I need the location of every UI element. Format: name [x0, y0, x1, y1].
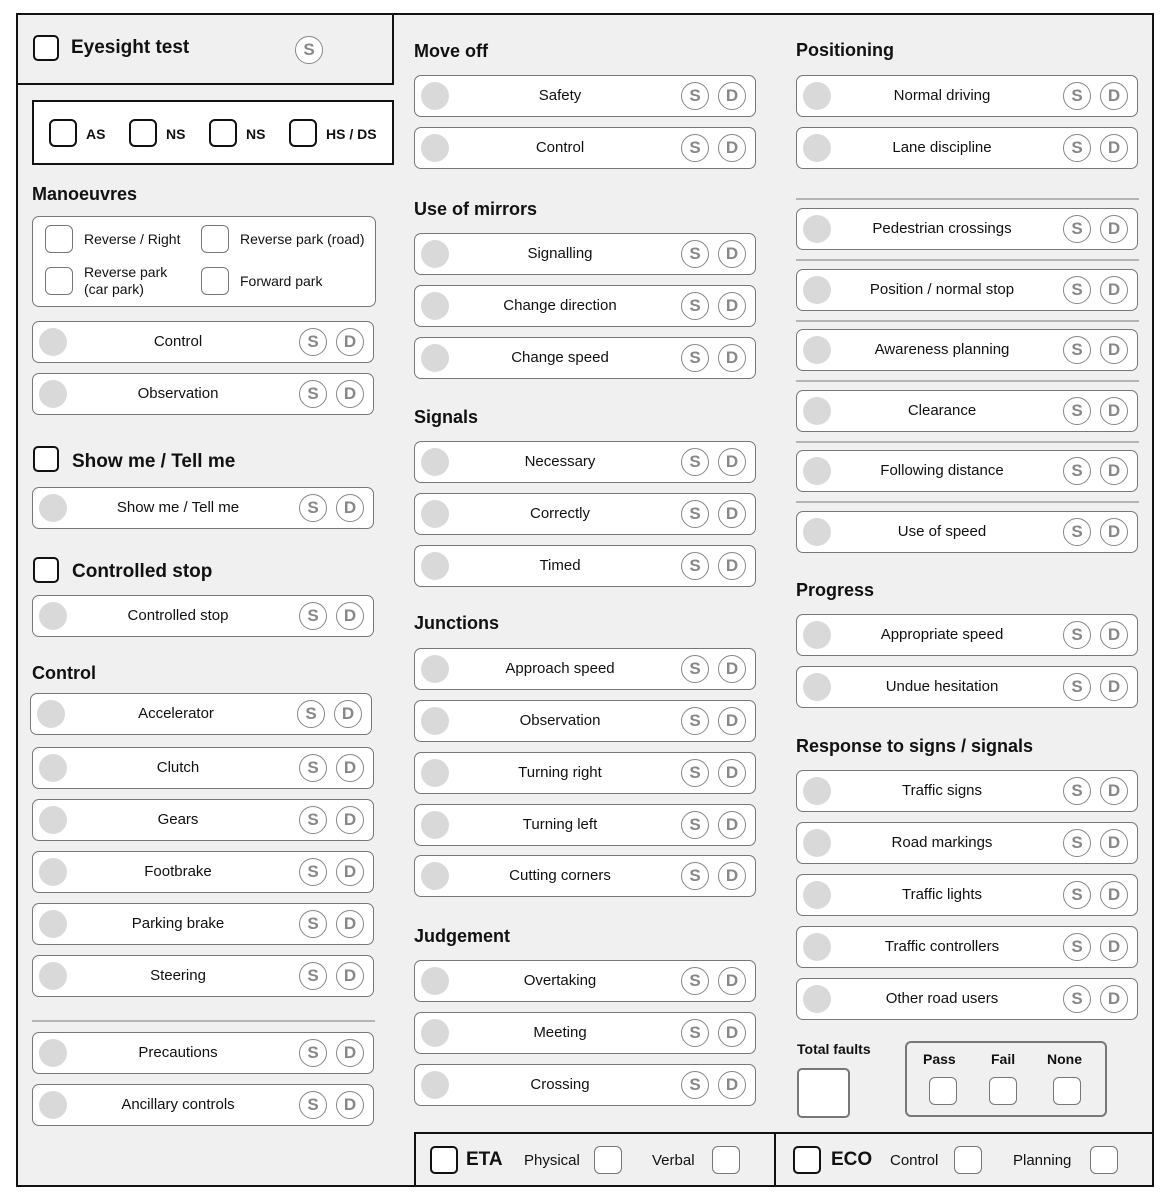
fault-row-label: Road markings	[891, 834, 993, 851]
controlled-stop-checkbox[interactable]	[33, 557, 59, 583]
dangerous-fault-marker[interactable]: D	[1100, 518, 1128, 546]
serious-fault-marker[interactable]: S	[297, 700, 325, 728]
dangerous-fault-marker[interactable]: D	[336, 380, 364, 408]
driving-fault-tally[interactable]	[803, 457, 831, 485]
dangerous-fault-marker[interactable]: D	[1100, 276, 1128, 304]
serious-fault-marker[interactable]: S	[299, 1091, 327, 1119]
fault-row-label: Safety	[538, 87, 582, 104]
fault-row-response-other-road-users	[796, 978, 1138, 1020]
dangerous-fault-marker[interactable]: D	[718, 552, 746, 580]
eyesight-serious-marker[interactable]: S	[295, 36, 323, 64]
fault-row-label: Ancillary controls	[121, 1096, 235, 1113]
dangerous-fault-marker[interactable]: D	[334, 700, 362, 728]
driving-fault-tally[interactable]	[421, 811, 449, 839]
fault-row-label: Observation	[519, 712, 601, 729]
positioning-heading: Positioning	[796, 40, 894, 60]
dangerous-fault-marker[interactable]: D	[336, 328, 364, 356]
serious-fault-marker[interactable]: S	[681, 552, 709, 580]
manoeuvre-label-reverse-right: Reverse / Right	[84, 231, 181, 247]
eco-label: ECO	[831, 1149, 873, 1170]
driving-fault-tally[interactable]	[39, 380, 67, 408]
dangerous-fault-marker[interactable]: D	[718, 967, 746, 995]
driving-fault-tally[interactable]	[421, 448, 449, 476]
serious-fault-marker[interactable]: S	[1063, 397, 1091, 425]
fault-row-label: Precautions	[138, 1044, 218, 1061]
dangerous-fault-marker[interactable]: D	[718, 134, 746, 162]
dangerous-fault-marker[interactable]: D	[1100, 336, 1128, 364]
eco-control-label: Control	[890, 1152, 939, 1169]
fault-row-label: Clutch	[156, 759, 200, 776]
fault-row-label: Cutting corners	[509, 867, 611, 884]
serious-fault-marker[interactable]: S	[1063, 777, 1091, 805]
fault-row-progress-undue-hesitation	[796, 666, 1138, 708]
driving-fault-tally[interactable]	[803, 881, 831, 909]
eco-planning-checkbox[interactable]	[1090, 1146, 1118, 1174]
driving-fault-tally[interactable]	[421, 759, 449, 787]
serious-fault-marker[interactable]: S	[681, 134, 709, 162]
serious-fault-marker[interactable]: S	[1063, 621, 1091, 649]
driving-fault-tally[interactable]	[39, 806, 67, 834]
fault-row-controlled-stop	[32, 595, 374, 637]
dangerous-fault-marker[interactable]: D	[1100, 82, 1128, 110]
driving-fault-tally[interactable]	[803, 336, 831, 364]
dangerous-fault-marker[interactable]: D	[718, 448, 746, 476]
driving-fault-tally[interactable]	[803, 933, 831, 961]
serious-fault-marker[interactable]: S	[1063, 336, 1091, 364]
fault-row-label: Parking brake	[131, 915, 225, 932]
divider	[796, 198, 1139, 200]
fault-row-signals-correctly	[414, 493, 756, 535]
driving-fault-tally[interactable]	[421, 134, 449, 162]
gear-label-hs-ds: HS / DS	[326, 126, 377, 142]
fault-row-label: Correctly	[529, 505, 590, 522]
dangerous-fault-marker[interactable]: D	[1100, 457, 1128, 485]
driving-fault-tally[interactable]	[803, 134, 831, 162]
fault-row-label: Awareness planning	[874, 341, 1010, 358]
judgement-heading: Judgement	[414, 926, 511, 946]
fault-row-label: Turning left	[522, 816, 598, 833]
fault-row-mirrors-signalling	[414, 233, 756, 275]
manoeuvre-options	[32, 216, 376, 307]
serious-fault-marker[interactable]: S	[299, 494, 327, 522]
dangerous-fault-marker[interactable]: D	[718, 707, 746, 735]
gear-selection-box	[32, 100, 394, 165]
eyesight-checkbox[interactable]	[33, 35, 59, 61]
driving-fault-tally[interactable]	[803, 276, 831, 304]
fault-row-label: Change direction	[503, 297, 617, 314]
fault-row-label: Turning right	[518, 764, 602, 781]
manoeuvre-checkbox-reverse-park-road[interactable]	[201, 225, 229, 253]
signals-heading: Signals	[414, 407, 479, 427]
fault-row-following-distance	[796, 450, 1138, 492]
fault-row-label: Overtaking	[523, 972, 597, 989]
divider	[796, 501, 1139, 503]
dangerous-fault-marker[interactable]: D	[1100, 777, 1128, 805]
fault-row-label: Steering	[150, 967, 206, 984]
fault-row-junctions-observation	[414, 700, 756, 742]
progress-heading: Progress	[796, 580, 875, 600]
dangerous-fault-marker[interactable]: D	[718, 811, 746, 839]
serious-fault-marker[interactable]: S	[1063, 457, 1091, 485]
serious-fault-marker[interactable]: S	[299, 754, 327, 782]
fault-row-gears	[32, 799, 374, 841]
fault-row-label: Appropriate speed	[880, 626, 1004, 643]
driving-fault-tally[interactable]	[39, 1039, 67, 1067]
use-of-mirrors-heading: Use of mirrors	[414, 199, 538, 219]
eta-physical-label: Physical	[524, 1152, 580, 1169]
dangerous-fault-marker[interactable]: D	[718, 500, 746, 528]
fault-row-mirrors-change-direction	[414, 285, 756, 327]
driving-fault-tally[interactable]	[39, 962, 67, 990]
dangerous-fault-marker[interactable]: D	[1100, 397, 1128, 425]
manoeuvre-label-reverse-park-car-park: Reverse park (car park)	[84, 264, 168, 297]
fault-row-label: Accelerator	[138, 705, 214, 722]
fault-row-label: Traffic lights	[901, 886, 983, 903]
fault-row-response-road-markings	[796, 822, 1138, 864]
fault-row-label: Necessary	[524, 453, 596, 470]
driving-fault-tally[interactable]	[421, 82, 449, 110]
move-off-heading: Move off	[414, 41, 488, 61]
serious-fault-marker[interactable]: S	[299, 380, 327, 408]
manoeuvre-label-reverse-park-road: Reverse park (road)	[240, 231, 365, 247]
fault-row-label: Observation	[137, 385, 219, 402]
serious-fault-marker[interactable]: S	[299, 602, 327, 630]
serious-fault-marker[interactable]: S	[681, 655, 709, 683]
serious-fault-marker[interactable]: S	[1063, 82, 1091, 110]
fault-row-label: Signalling	[527, 245, 593, 262]
fault-row-label: Meeting	[533, 1024, 587, 1041]
control-divider	[32, 1020, 375, 1022]
result-box	[905, 1041, 1107, 1117]
gear-checkbox-as[interactable]	[49, 119, 77, 147]
fault-row-label: Footbrake	[144, 863, 212, 880]
fault-row-label: Timed	[539, 557, 581, 574]
serious-fault-marker[interactable]: S	[299, 858, 327, 886]
fault-row-label: Controlled stop	[127, 607, 229, 624]
serious-fault-marker[interactable]: S	[681, 862, 709, 890]
manoeuvre-checkbox-forward-park[interactable]	[201, 267, 229, 295]
total-faults-label: Total faults	[797, 1041, 871, 1057]
fault-row-ancillary-controls	[32, 1084, 374, 1126]
fault-row-positioning-lane-discipline	[796, 127, 1138, 169]
fault-row-response-traffic-lights	[796, 874, 1138, 916]
eyesight-section	[16, 13, 394, 85]
fault-row-label: Traffic controllers	[884, 938, 1000, 955]
fault-row-label: Control	[153, 333, 203, 350]
control-heading: Control	[32, 663, 96, 683]
serious-fault-marker[interactable]: S	[1063, 985, 1091, 1013]
eta-checkbox[interactable]	[430, 1146, 458, 1174]
fault-row-label: Other road users	[885, 990, 999, 1007]
fault-row-pedestrian-crossings	[796, 208, 1138, 250]
fault-row-label: Gears	[157, 811, 199, 828]
eco-checkbox[interactable]	[793, 1146, 821, 1174]
serious-fault-marker[interactable]: S	[299, 806, 327, 834]
dangerous-fault-marker[interactable]: D	[1100, 621, 1128, 649]
dangerous-fault-marker[interactable]: D	[336, 962, 364, 990]
controlled-stop-heading: Controlled stop	[72, 561, 213, 582]
dangerous-fault-marker[interactable]: D	[1100, 829, 1128, 857]
driving-fault-tally[interactable]	[421, 292, 449, 320]
fault-row-label: Crossing	[530, 1076, 590, 1093]
gear-checkbox-ns-2[interactable]	[209, 119, 237, 147]
dangerous-fault-marker[interactable]: D	[718, 292, 746, 320]
fault-row-awareness-planning	[796, 329, 1138, 371]
serious-fault-marker[interactable]: S	[681, 240, 709, 268]
fault-row-signals-timed	[414, 545, 756, 587]
serious-fault-marker[interactable]: S	[299, 328, 327, 356]
driving-fault-tally[interactable]	[39, 754, 67, 782]
fault-row-progress-appropriate-speed	[796, 614, 1138, 656]
fault-row-footbrake	[32, 851, 374, 893]
dangerous-fault-marker[interactable]: D	[718, 344, 746, 372]
fault-row-label: Position / normal stop	[869, 281, 1015, 298]
fault-row-label: Following distance	[880, 462, 1004, 479]
driving-fault-tally[interactable]	[803, 518, 831, 546]
serious-fault-marker[interactable]: S	[1063, 215, 1091, 243]
serious-fault-marker[interactable]: S	[299, 1039, 327, 1067]
driving-fault-tally[interactable]	[803, 985, 831, 1013]
result-label-pass: Pass	[923, 1051, 956, 1067]
fault-row-clutch	[32, 747, 374, 789]
gear-checkbox-hs-ds[interactable]	[289, 119, 317, 147]
driving-fault-tally[interactable]	[39, 910, 67, 938]
dangerous-fault-marker[interactable]: D	[718, 862, 746, 890]
eta-label: ETA	[466, 1149, 503, 1170]
driving-fault-tally[interactable]	[39, 494, 67, 522]
driving-fault-tally[interactable]	[37, 700, 65, 728]
fault-row-move-off-safety	[414, 75, 756, 117]
serious-fault-marker[interactable]: S	[681, 967, 709, 995]
dangerous-fault-marker[interactable]: D	[336, 754, 364, 782]
show-me-tell-me-checkbox[interactable]	[33, 446, 59, 472]
serious-fault-marker[interactable]: S	[1063, 673, 1091, 701]
serious-fault-marker[interactable]: S	[681, 344, 709, 372]
dangerous-fault-marker[interactable]: D	[718, 1071, 746, 1099]
dangerous-fault-marker[interactable]: D	[336, 806, 364, 834]
serious-fault-marker[interactable]: S	[681, 1019, 709, 1047]
driving-fault-tally[interactable]	[803, 829, 831, 857]
result-checkbox-pass[interactable]	[929, 1077, 957, 1105]
serious-fault-marker[interactable]: S	[681, 448, 709, 476]
dangerous-fault-marker[interactable]: D	[718, 240, 746, 268]
dangerous-fault-marker[interactable]: D	[1100, 215, 1128, 243]
fault-row-signals-necessary	[414, 441, 756, 483]
eta-verbal-checkbox[interactable]	[712, 1146, 740, 1174]
driving-fault-tally[interactable]	[39, 602, 67, 630]
dangerous-fault-marker[interactable]: D	[336, 602, 364, 630]
fault-row-label: Use of speed	[897, 523, 987, 540]
dangerous-fault-marker[interactable]: D	[336, 1039, 364, 1067]
driving-fault-tally[interactable]	[421, 1019, 449, 1047]
divider	[796, 259, 1139, 261]
gear-label-as: AS	[86, 126, 106, 142]
fault-row-positioning-normal-driving	[796, 75, 1138, 117]
serious-fault-marker[interactable]: S	[681, 1071, 709, 1099]
response-heading: Response to signs / signals	[796, 736, 1034, 756]
dangerous-fault-marker[interactable]: D	[1100, 881, 1128, 909]
driving-fault-tally[interactable]	[803, 777, 831, 805]
driving-fault-tally[interactable]	[421, 500, 449, 528]
dangerous-fault-marker[interactable]: D	[718, 759, 746, 787]
driving-fault-tally[interactable]	[803, 621, 831, 649]
fault-row-junctions-turning-left	[414, 804, 756, 846]
serious-fault-marker[interactable]: S	[1063, 518, 1091, 546]
manoeuvres-heading: Manoeuvres	[32, 184, 138, 204]
eco-control-checkbox[interactable]	[954, 1146, 982, 1174]
dangerous-fault-marker[interactable]: D	[1100, 673, 1128, 701]
eta-verbal-label: Verbal	[652, 1152, 695, 1169]
fault-row-junctions-cutting-corners	[414, 855, 756, 897]
gear-checkbox-ns-1[interactable]	[129, 119, 157, 147]
fault-row-position-normal-stop	[796, 269, 1138, 311]
fault-row-response-traffic-signs	[796, 770, 1138, 812]
gear-label-ns-1: NS	[166, 126, 186, 142]
fault-row-precautions	[32, 1032, 374, 1074]
manoeuvre-checkbox-reverse-park-car-park[interactable]	[45, 267, 73, 295]
fault-row-mirrors-change-speed	[414, 337, 756, 379]
fault-row-label: Approach speed	[505, 660, 615, 677]
dangerous-fault-marker[interactable]: D	[336, 1091, 364, 1119]
fault-row-label: Pedestrian crossings	[872, 220, 1012, 237]
show-me-tell-me-heading: Show me / Tell me	[72, 451, 236, 472]
fault-row-judgement-crossing	[414, 1064, 756, 1106]
driving-fault-tally[interactable]	[39, 1091, 67, 1119]
divider	[796, 320, 1139, 322]
dangerous-fault-marker[interactable]: D	[718, 82, 746, 110]
serious-fault-marker[interactable]: S	[1063, 134, 1091, 162]
fault-row-judgement-meeting	[414, 1012, 756, 1054]
driving-fault-tally[interactable]	[421, 707, 449, 735]
driving-fault-tally[interactable]	[39, 328, 67, 356]
serious-fault-marker[interactable]: S	[1063, 933, 1091, 961]
fault-row-label: Undue hesitation	[885, 678, 999, 695]
eta-bar	[414, 1132, 776, 1187]
driving-fault-tally[interactable]	[421, 655, 449, 683]
gear-label-ns-2: NS	[246, 126, 266, 142]
driving-fault-tally[interactable]	[803, 82, 831, 110]
fault-row-label: Traffic signs	[901, 782, 983, 799]
fault-row-label: Control	[535, 139, 585, 156]
fault-row-junctions-turning-right	[414, 752, 756, 794]
fault-row-manoeuvre-observation	[32, 373, 374, 415]
fault-row-judgement-overtaking	[414, 960, 756, 1002]
serious-fault-marker[interactable]: S	[1063, 881, 1091, 909]
driving-fault-tally[interactable]	[421, 240, 449, 268]
driving-fault-tally[interactable]	[421, 862, 449, 890]
fault-row-accelerator	[30, 693, 372, 735]
fault-row-label: Normal driving	[893, 87, 991, 104]
dangerous-fault-marker[interactable]: D	[336, 910, 364, 938]
result-checkbox-none[interactable]	[1053, 1077, 1081, 1105]
fault-row-label: Change speed	[511, 349, 609, 366]
eyesight-label: Eyesight test	[71, 37, 190, 58]
fault-row-parking-brake	[32, 903, 374, 945]
serious-fault-marker[interactable]: S	[681, 292, 709, 320]
dangerous-fault-marker[interactable]: D	[718, 1019, 746, 1047]
driving-fault-tally[interactable]	[421, 1071, 449, 1099]
fault-row-steering	[32, 955, 374, 997]
driving-fault-tally[interactable]	[803, 673, 831, 701]
dangerous-fault-marker[interactable]: D	[336, 858, 364, 886]
serious-fault-marker[interactable]: S	[681, 759, 709, 787]
fault-row-label: Show me / Tell me	[116, 499, 240, 516]
fault-row-use-of-speed	[796, 511, 1138, 553]
serious-fault-marker[interactable]: S	[1063, 276, 1091, 304]
eta-physical-checkbox[interactable]	[594, 1146, 622, 1174]
driving-fault-tally[interactable]	[39, 858, 67, 886]
result-label-none: None	[1047, 1051, 1082, 1067]
serious-fault-marker[interactable]: S	[299, 910, 327, 938]
dangerous-fault-marker[interactable]: D	[1100, 134, 1128, 162]
divider	[796, 441, 1139, 443]
driving-fault-tally[interactable]	[421, 552, 449, 580]
fault-row-move-off-control	[414, 127, 756, 169]
fault-row-show-me-tell-me	[32, 487, 374, 529]
driving-fault-tally[interactable]	[421, 344, 449, 372]
serious-fault-marker[interactable]: S	[681, 500, 709, 528]
result-checkbox-fail[interactable]	[989, 1077, 1017, 1105]
serious-fault-marker[interactable]: S	[1063, 829, 1091, 857]
manoeuvre-checkbox-reverse-right[interactable]	[45, 225, 73, 253]
driving-fault-tally[interactable]	[803, 397, 831, 425]
fault-row-label: Lane discipline	[892, 139, 992, 156]
fault-row-junctions-approach-speed	[414, 648, 756, 690]
serious-fault-marker[interactable]: S	[299, 962, 327, 990]
driving-fault-tally[interactable]	[421, 967, 449, 995]
dangerous-fault-marker[interactable]: D	[1100, 985, 1128, 1013]
eco-bar	[774, 1132, 1154, 1187]
serious-fault-marker[interactable]: S	[681, 707, 709, 735]
dangerous-fault-marker[interactable]: D	[718, 655, 746, 683]
dangerous-fault-marker[interactable]: D	[1100, 933, 1128, 961]
manoeuvre-label-forward-park: Forward park	[240, 273, 323, 289]
serious-fault-marker[interactable]: S	[681, 811, 709, 839]
total-faults-input[interactable]	[797, 1068, 850, 1118]
serious-fault-marker[interactable]: S	[681, 82, 709, 110]
driving-fault-tally[interactable]	[803, 215, 831, 243]
result-label-fail: Fail	[991, 1051, 1016, 1067]
divider	[796, 380, 1139, 382]
fault-row-response-traffic-controllers	[796, 926, 1138, 968]
eco-planning-label: Planning	[1013, 1152, 1072, 1169]
fault-row-manoeuvre-control	[32, 321, 374, 363]
fault-row-clearance	[796, 390, 1138, 432]
junctions-heading: Junctions	[414, 613, 500, 633]
fault-row-label: Clearance	[907, 402, 977, 419]
dangerous-fault-marker[interactable]: D	[336, 494, 364, 522]
